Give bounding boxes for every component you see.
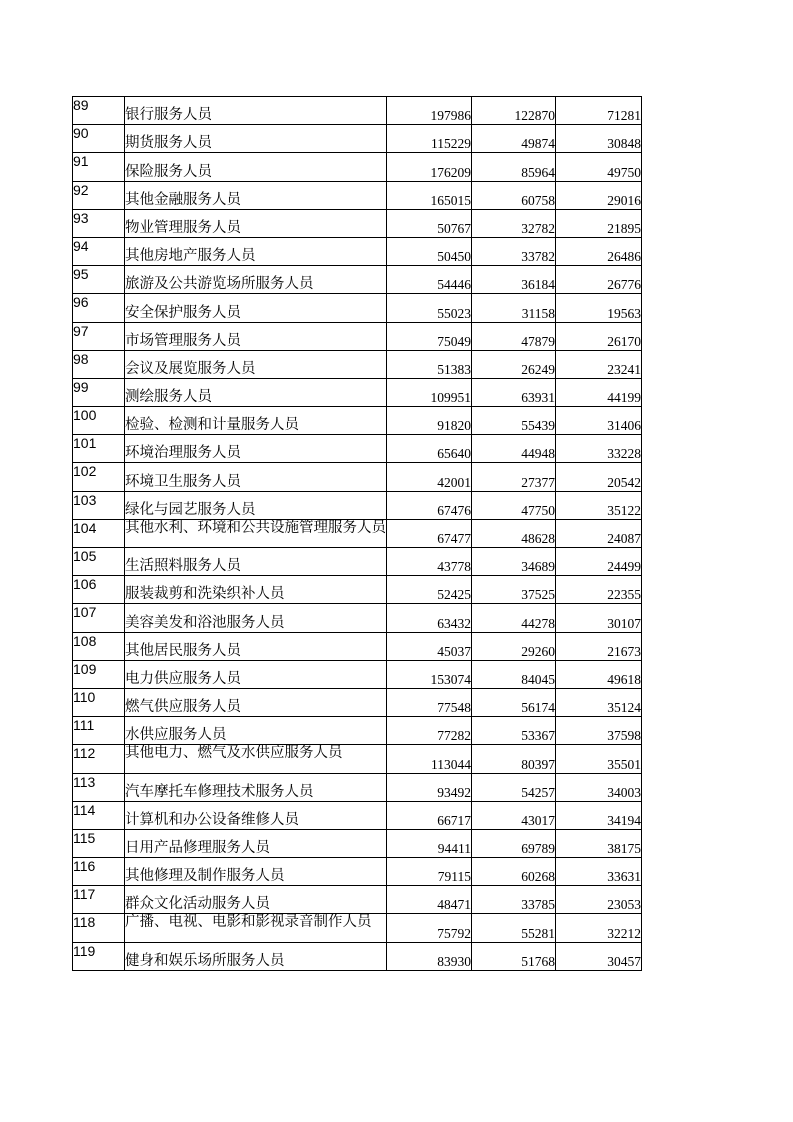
row-id-cell: 91 xyxy=(73,153,125,181)
table-row xyxy=(73,632,642,660)
occupation-name-cell: 安全保护服务人员 xyxy=(125,294,387,322)
row-id-cell: 90 xyxy=(73,125,125,153)
occupation-name-cell: 物业管理服务人员 xyxy=(125,209,387,237)
row-id-cell: 119 xyxy=(73,942,125,970)
value-2-cell: 26249 xyxy=(472,350,556,378)
value-2-cell: 33782 xyxy=(472,237,556,265)
value-3-cell: 71281 xyxy=(556,97,642,125)
value-1-cell: 165015 xyxy=(387,181,472,209)
occupation-name-cell: 健身和娱乐场所服务人员 xyxy=(125,942,387,970)
value-1-cell: 79115 xyxy=(387,858,472,886)
table-row xyxy=(73,519,642,547)
value-3-cell: 26776 xyxy=(556,266,642,294)
table-row xyxy=(73,858,642,886)
table-row xyxy=(73,660,642,688)
table-row xyxy=(73,350,642,378)
value-2-cell: 69789 xyxy=(472,829,556,857)
value-1-cell: 67477 xyxy=(387,519,472,547)
value-2-cell: 43017 xyxy=(472,801,556,829)
occupation-name-cell: 银行服务人员 xyxy=(125,97,387,125)
table-row xyxy=(73,801,642,829)
occupation-name-cell: 其他电力、燃气及水供应服务人员 xyxy=(125,745,387,773)
value-2-cell: 44278 xyxy=(472,604,556,632)
table-row xyxy=(73,237,642,265)
value-3-cell: 35501 xyxy=(556,745,642,773)
row-id-cell: 109 xyxy=(73,660,125,688)
occupation-name-cell: 其他金融服务人员 xyxy=(125,181,387,209)
value-1-cell: 83930 xyxy=(387,942,472,970)
value-2-cell: 27377 xyxy=(472,463,556,491)
occupation-name-cell: 绿化与园艺服务人员 xyxy=(125,491,387,519)
value-2-cell: 84045 xyxy=(472,660,556,688)
table-row xyxy=(73,463,642,491)
occupation-name-cell: 计算机和办公设备维修人员 xyxy=(125,801,387,829)
occupation-name-cell: 保险服务人员 xyxy=(125,153,387,181)
value-2-cell: 80397 xyxy=(472,745,556,773)
row-id-cell: 118 xyxy=(73,914,125,942)
value-3-cell: 44199 xyxy=(556,378,642,406)
row-id-cell: 94 xyxy=(73,237,125,265)
row-id-cell: 114 xyxy=(73,801,125,829)
value-2-cell: 53367 xyxy=(472,717,556,745)
value-1-cell: 45037 xyxy=(387,632,472,660)
row-id-cell: 112 xyxy=(73,745,125,773)
table-row xyxy=(73,829,642,857)
value-1-cell: 63432 xyxy=(387,604,472,632)
row-id-cell: 102 xyxy=(73,463,125,491)
value-1-cell: 91820 xyxy=(387,407,472,435)
occupation-name-cell: 会议及展览服务人员 xyxy=(125,350,387,378)
occupation-name-cell: 生活照料服务人员 xyxy=(125,548,387,576)
occupation-name-cell: 环境卫生服务人员 xyxy=(125,463,387,491)
row-id-cell: 98 xyxy=(73,350,125,378)
value-3-cell: 49750 xyxy=(556,153,642,181)
table-row xyxy=(73,745,642,773)
value-2-cell: 51768 xyxy=(472,942,556,970)
table-row xyxy=(73,97,642,125)
occupation-name-cell: 电力供应服务人员 xyxy=(125,660,387,688)
row-id-cell: 101 xyxy=(73,435,125,463)
value-3-cell: 35122 xyxy=(556,491,642,519)
row-id-cell: 99 xyxy=(73,378,125,406)
row-id-cell: 107 xyxy=(73,604,125,632)
value-3-cell: 26486 xyxy=(556,237,642,265)
value-2-cell: 55281 xyxy=(472,914,556,942)
row-id-cell: 106 xyxy=(73,576,125,604)
value-2-cell: 54257 xyxy=(472,773,556,801)
value-1-cell: 197986 xyxy=(387,97,472,125)
table-row xyxy=(73,717,642,745)
value-2-cell: 36184 xyxy=(472,266,556,294)
value-2-cell: 31158 xyxy=(472,294,556,322)
value-3-cell: 30848 xyxy=(556,125,642,153)
value-2-cell: 44948 xyxy=(472,435,556,463)
occupation-name-cell: 燃气供应服务人员 xyxy=(125,688,387,716)
row-id-cell: 92 xyxy=(73,181,125,209)
value-1-cell: 43778 xyxy=(387,548,472,576)
occupation-name-cell: 其他居民服务人员 xyxy=(125,632,387,660)
row-id-cell: 96 xyxy=(73,294,125,322)
value-1-cell: 42001 xyxy=(387,463,472,491)
value-1-cell: 50450 xyxy=(387,237,472,265)
value-2-cell: 47879 xyxy=(472,322,556,350)
table-row xyxy=(73,125,642,153)
value-2-cell: 37525 xyxy=(472,576,556,604)
occupation-name-cell: 广播、电视、电影和影视录音制作人员 xyxy=(125,914,387,942)
occupation-name-cell: 其他水利、环境和公共设施管理服务人员 xyxy=(125,519,387,547)
value-3-cell: 29016 xyxy=(556,181,642,209)
occupation-name-cell: 汽车摩托车修理技术服务人员 xyxy=(125,773,387,801)
occupation-name-cell: 期货服务人员 xyxy=(125,125,387,153)
value-3-cell: 23053 xyxy=(556,886,642,914)
occupation-name-cell: 旅游及公共游览场所服务人员 xyxy=(125,266,387,294)
value-3-cell: 23241 xyxy=(556,350,642,378)
row-id-cell: 100 xyxy=(73,407,125,435)
table-row xyxy=(73,266,642,294)
value-2-cell: 33785 xyxy=(472,886,556,914)
table-row xyxy=(73,322,642,350)
value-2-cell: 122870 xyxy=(472,97,556,125)
value-2-cell: 29260 xyxy=(472,632,556,660)
value-3-cell: 24499 xyxy=(556,548,642,576)
value-2-cell: 60758 xyxy=(472,181,556,209)
table-row xyxy=(73,886,642,914)
value-1-cell: 54446 xyxy=(387,266,472,294)
value-3-cell: 33228 xyxy=(556,435,642,463)
table-row xyxy=(73,491,642,519)
value-3-cell: 37598 xyxy=(556,717,642,745)
occupation-name-cell: 其他修理及制作服务人员 xyxy=(125,858,387,886)
row-id-cell: 104 xyxy=(73,519,125,547)
value-1-cell: 77548 xyxy=(387,688,472,716)
occupation-name-cell: 其他房地产服务人员 xyxy=(125,237,387,265)
occupation-name-cell: 检验、检测和计量服务人员 xyxy=(125,407,387,435)
occupation-name-cell: 市场管理服务人员 xyxy=(125,322,387,350)
value-1-cell: 67476 xyxy=(387,491,472,519)
value-1-cell: 52425 xyxy=(387,576,472,604)
value-3-cell: 33631 xyxy=(556,858,642,886)
occupation-name-cell: 环境治理服务人员 xyxy=(125,435,387,463)
table-row xyxy=(73,153,642,181)
value-1-cell: 55023 xyxy=(387,294,472,322)
row-id-cell: 89 xyxy=(73,97,125,125)
table-row xyxy=(73,942,642,970)
row-id-cell: 105 xyxy=(73,548,125,576)
value-2-cell: 32782 xyxy=(472,209,556,237)
value-2-cell: 85964 xyxy=(472,153,556,181)
value-3-cell: 34194 xyxy=(556,801,642,829)
occupation-name-cell: 测绘服务人员 xyxy=(125,378,387,406)
value-1-cell: 176209 xyxy=(387,153,472,181)
value-3-cell: 49618 xyxy=(556,660,642,688)
value-3-cell: 31406 xyxy=(556,407,642,435)
value-3-cell: 22355 xyxy=(556,576,642,604)
value-3-cell: 38175 xyxy=(556,829,642,857)
value-3-cell: 21673 xyxy=(556,632,642,660)
value-3-cell: 21895 xyxy=(556,209,642,237)
row-id-cell: 95 xyxy=(73,266,125,294)
row-id-cell: 116 xyxy=(73,858,125,886)
value-1-cell: 48471 xyxy=(387,886,472,914)
value-2-cell: 63931 xyxy=(472,378,556,406)
table-row xyxy=(73,407,642,435)
table-row xyxy=(73,576,642,604)
table-row xyxy=(73,181,642,209)
value-3-cell: 32212 xyxy=(556,914,642,942)
value-1-cell: 113044 xyxy=(387,745,472,773)
table-row xyxy=(73,604,642,632)
occupation-name-cell: 美容美发和浴池服务人员 xyxy=(125,604,387,632)
value-3-cell: 20542 xyxy=(556,463,642,491)
value-1-cell: 51383 xyxy=(387,350,472,378)
value-1-cell: 93492 xyxy=(387,773,472,801)
occupation-name-cell: 服装裁剪和洗染织补人员 xyxy=(125,576,387,604)
occupation-name-cell: 群众文化活动服务人员 xyxy=(125,886,387,914)
row-id-cell: 110 xyxy=(73,688,125,716)
table-row xyxy=(73,548,642,576)
table-row xyxy=(73,435,642,463)
row-id-cell: 117 xyxy=(73,886,125,914)
value-3-cell: 19563 xyxy=(556,294,642,322)
table-row xyxy=(73,914,642,942)
table-row xyxy=(73,294,642,322)
occupation-name-cell: 水供应服务人员 xyxy=(125,717,387,745)
value-3-cell: 24087 xyxy=(556,519,642,547)
table-row xyxy=(73,378,642,406)
row-id-cell: 115 xyxy=(73,829,125,857)
data-table xyxy=(72,96,642,971)
value-3-cell: 26170 xyxy=(556,322,642,350)
value-2-cell: 48628 xyxy=(472,519,556,547)
value-1-cell: 109951 xyxy=(387,378,472,406)
value-2-cell: 49874 xyxy=(472,125,556,153)
value-3-cell: 34003 xyxy=(556,773,642,801)
table-row xyxy=(73,688,642,716)
occupation-name-cell: 日用产品修理服务人员 xyxy=(125,829,387,857)
value-1-cell: 153074 xyxy=(387,660,472,688)
value-2-cell: 60268 xyxy=(472,858,556,886)
value-2-cell: 56174 xyxy=(472,688,556,716)
value-1-cell: 115229 xyxy=(387,125,472,153)
value-1-cell: 75049 xyxy=(387,322,472,350)
row-id-cell: 93 xyxy=(73,209,125,237)
row-id-cell: 108 xyxy=(73,632,125,660)
value-1-cell: 65640 xyxy=(387,435,472,463)
row-id-cell: 113 xyxy=(73,773,125,801)
table-row xyxy=(73,773,642,801)
value-1-cell: 66717 xyxy=(387,801,472,829)
value-2-cell: 34689 xyxy=(472,548,556,576)
value-1-cell: 77282 xyxy=(387,717,472,745)
value-2-cell: 47750 xyxy=(472,491,556,519)
value-1-cell: 50767 xyxy=(387,209,472,237)
value-2-cell: 55439 xyxy=(472,407,556,435)
row-id-cell: 103 xyxy=(73,491,125,519)
value-1-cell: 94411 xyxy=(387,829,472,857)
value-1-cell: 75792 xyxy=(387,914,472,942)
value-3-cell: 30107 xyxy=(556,604,642,632)
row-id-cell: 97 xyxy=(73,322,125,350)
row-id-cell: 111 xyxy=(73,717,125,745)
table-row xyxy=(73,209,642,237)
table-body xyxy=(73,97,642,971)
value-3-cell: 30457 xyxy=(556,942,642,970)
value-3-cell: 35124 xyxy=(556,688,642,716)
